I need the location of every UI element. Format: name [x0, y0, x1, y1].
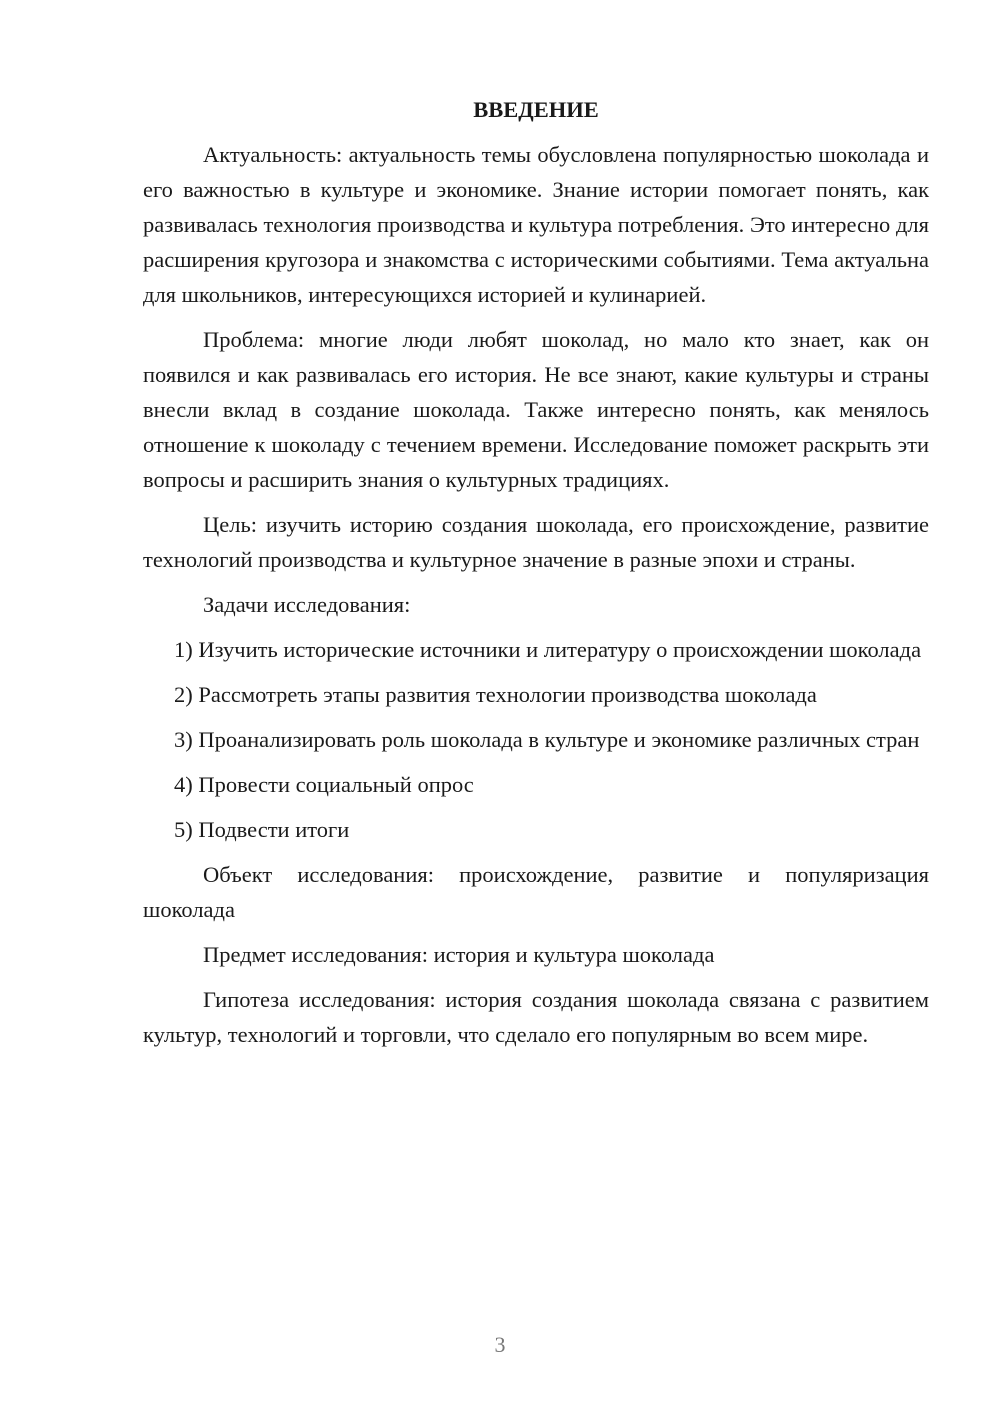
- object-paragraph: Объект исследования: происхождение, развитие и популяризация шоколада: [143, 862, 929, 922]
- hypothesis-paragraph: Гипотеза исследования: история создания шоколада связана с развитием культур, технологий и торговли, что сделало его популярным во всем мире.: [143, 987, 929, 1047]
- task-item-3: 3) Проанализировать роль шоколада в культуре и экономике различных стран: [174, 727, 920, 752]
- problem-paragraph: Проблема: многие люди любят шоколад, но мало кто знает, как он появился и как развивалась его история. Не все знают, какие культуры и страны внесли вклад в создание шоколада. Также интересно понять, как менялось отношение к шоколаду с течением времени. Исследование поможет раскрыть эти вопросы и расширить знания о культурных традициях.: [143, 327, 929, 492]
- tasks-heading: Задачи исследования:: [203, 592, 411, 617]
- page-number: 3: [494, 1332, 506, 1357]
- goal-paragraph: Цель: изучить историю создания шоколада, его происхождение, развитие технологий производства и культурное значение в разные эпохи и страны.: [143, 512, 929, 572]
- task-item-5: 5) Подвести итоги: [174, 817, 350, 842]
- task-item-1: 1) Изучить исторические источники и литературу о происхождении шоколада: [174, 637, 922, 662]
- section-title: ВВЕДЕНИЕ: [473, 97, 599, 122]
- relevance-paragraph: Актуальность: актуальность темы обусловлена популярностью шоколада и его важностью в культуре и экономике. Знание истории помогает понять, как развивалась технология производства и культура потребления. Это интересно для расширения кругозора и знакомства с историческими событиями. Тема актуальна для школьников, интересующихся историей и кулинарией.: [143, 142, 929, 307]
- task-item-2: 2) Рассмотреть этапы развития технологии производства шоколада: [174, 682, 817, 707]
- document-page: [143, 92, 929, 1062]
- subject-paragraph: Предмет исследования: история и культура шоколада: [203, 942, 715, 967]
- task-item-4: 4) Провести социальный опрос: [174, 772, 474, 797]
